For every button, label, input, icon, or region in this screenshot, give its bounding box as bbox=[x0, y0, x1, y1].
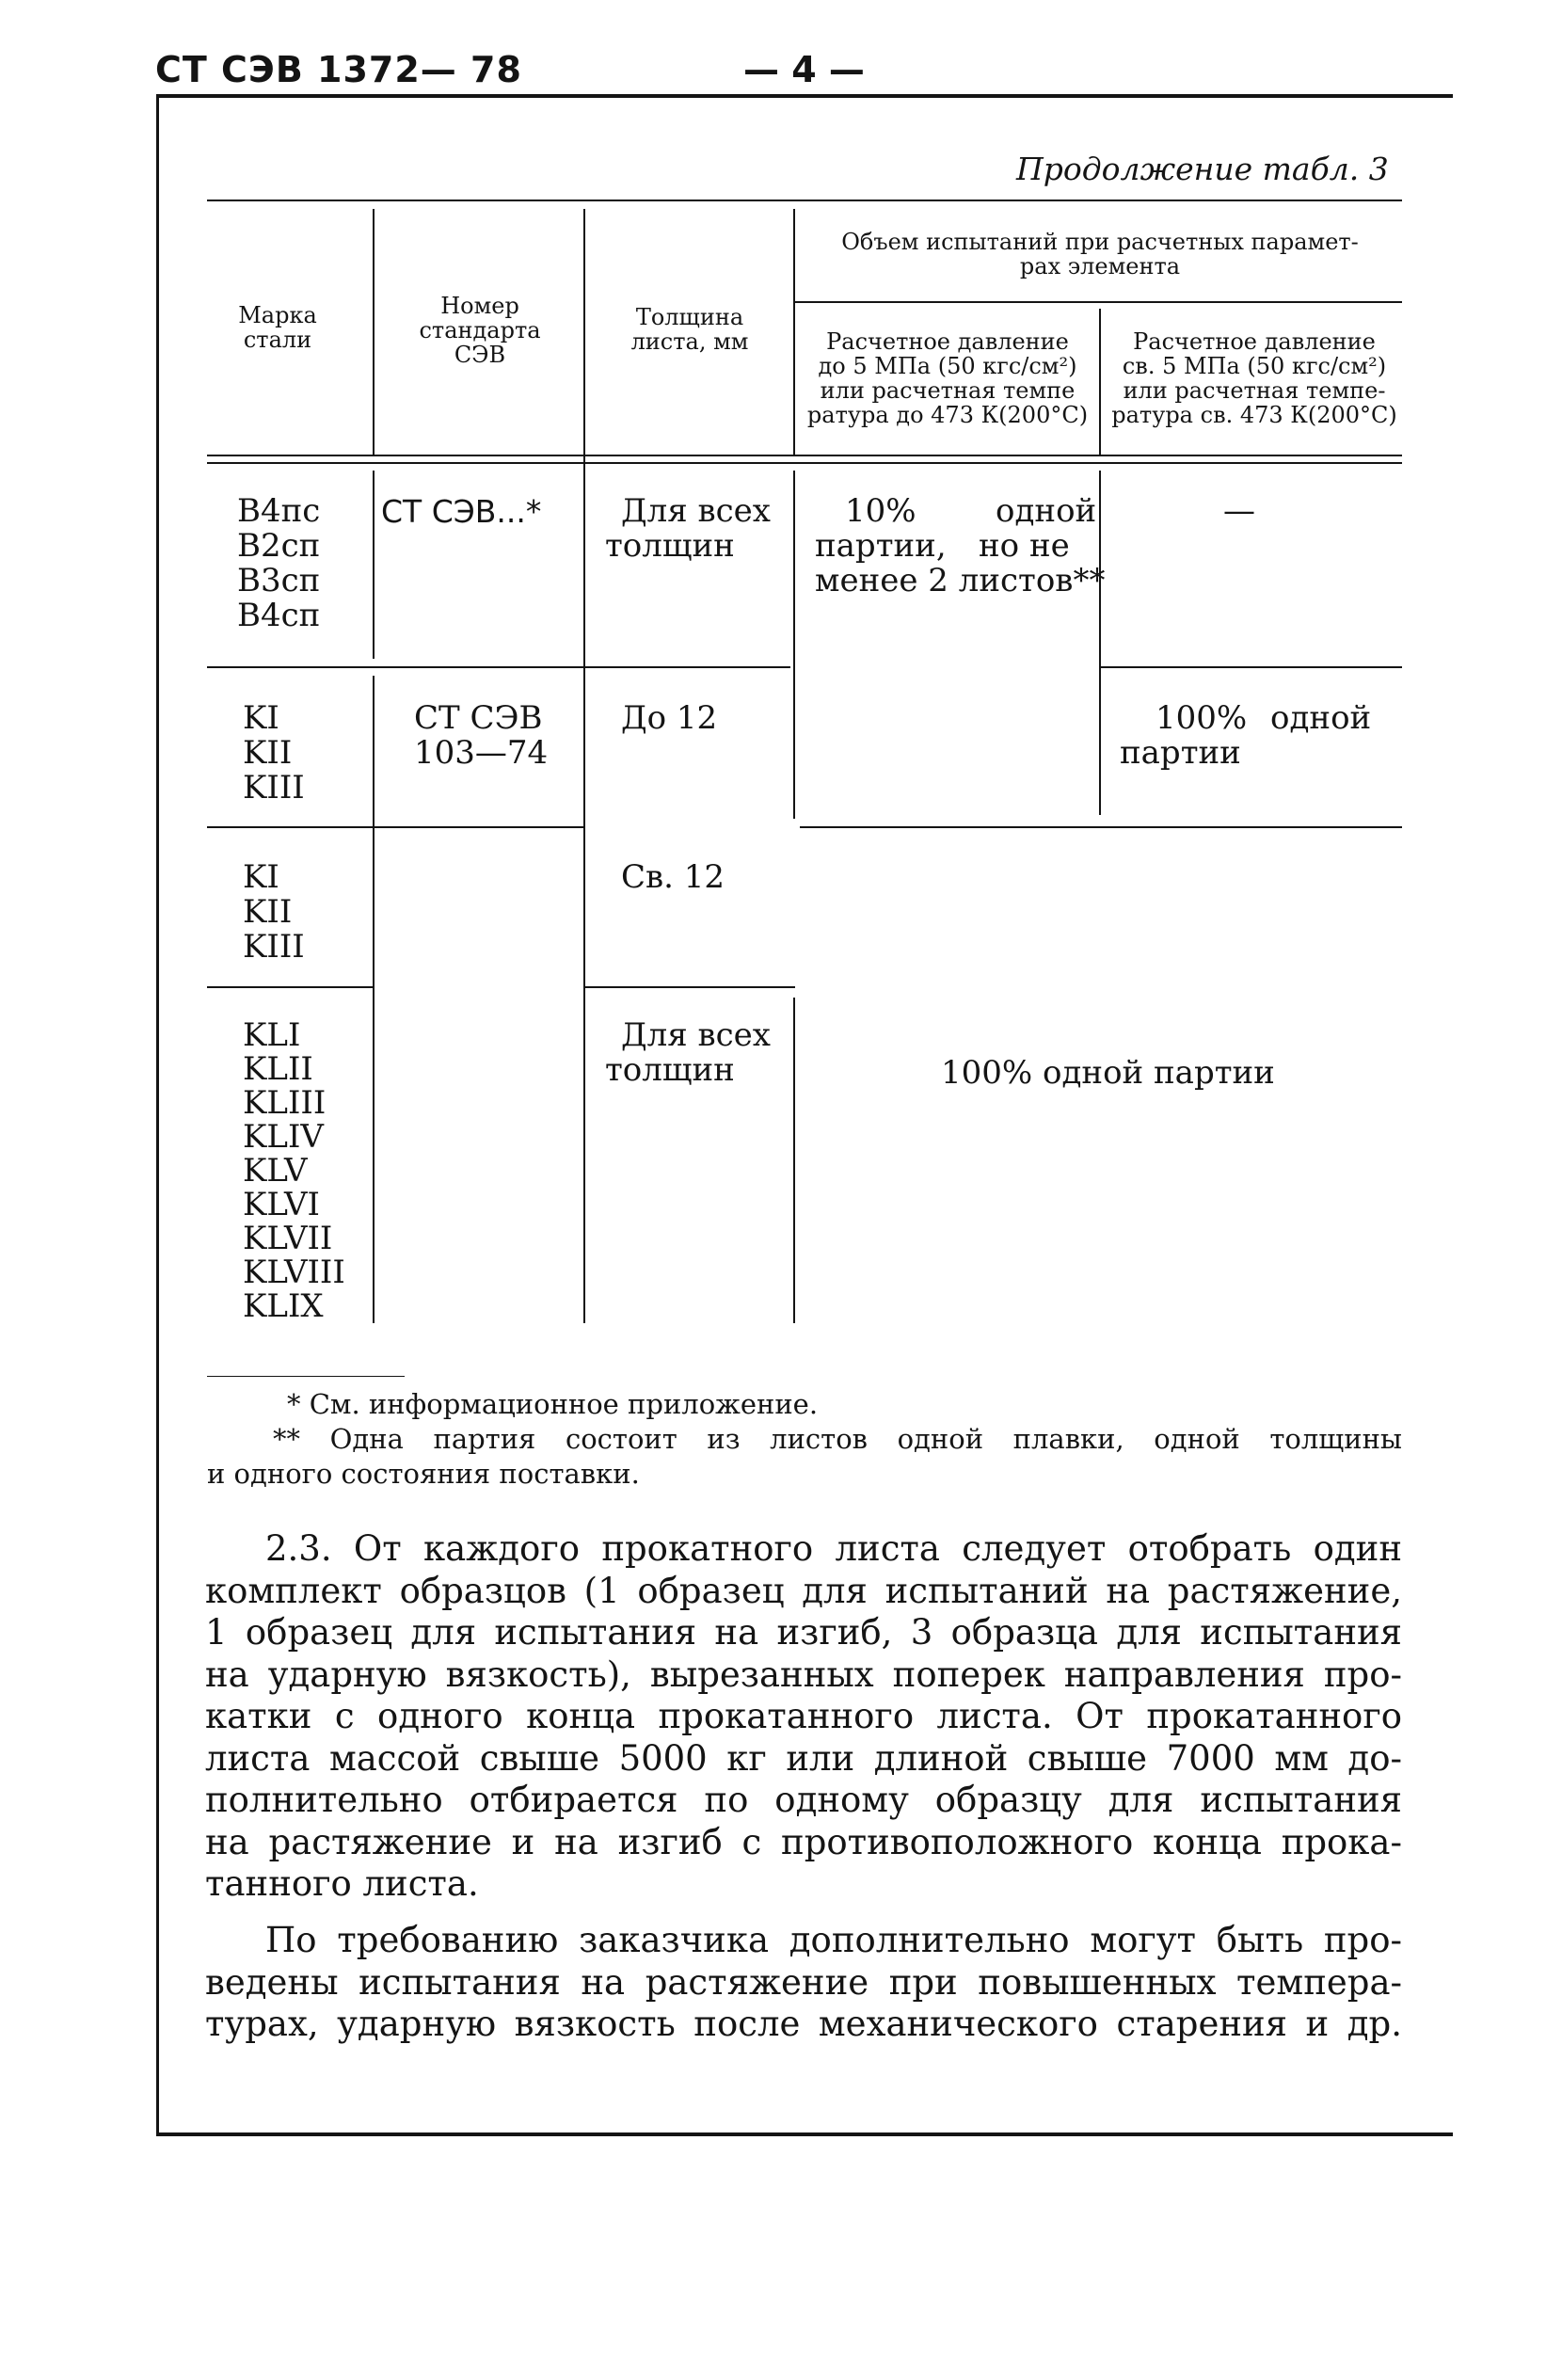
paragraph-2-3 bbox=[205, 1528, 1402, 1906]
col-sep-1-g1 bbox=[373, 471, 375, 659]
col-sep-3-low bbox=[793, 998, 795, 1323]
subheader-rule bbox=[795, 301, 1402, 303]
g1-grade-3: В3сп bbox=[237, 562, 321, 599]
g2-grade-3: KIII bbox=[243, 769, 305, 807]
footnote-2-line-2: и одного состояния поставки. bbox=[207, 1458, 640, 1490]
g2-scope-high-1b: одной bbox=[1270, 699, 1372, 737]
g1-thickness-line-2: толщин bbox=[605, 527, 735, 565]
footnote-rule bbox=[207, 1376, 405, 1377]
row-rule-g3-thick bbox=[583, 986, 795, 988]
subheader-high-line-3: или расчетная темпе- bbox=[1123, 377, 1386, 404]
col-sep-3-top bbox=[793, 209, 795, 455]
g1-grade-1: В4пс bbox=[237, 492, 321, 530]
g1-scope-low-1a: 10% bbox=[845, 492, 916, 530]
standard-number: СТ СЭВ 1372— 78 bbox=[155, 49, 522, 90]
row-rule-g2-right bbox=[800, 826, 1402, 828]
subheader-low-line-2: до 5 МПа (50 кгс/см²) bbox=[818, 353, 1077, 379]
p1-line-9: танного листа. bbox=[205, 1863, 479, 1904]
p2-line-1: По требованию заказчика дополнительно могут быть про- bbox=[265, 1920, 1402, 1960]
g4-grade-3: KLIII bbox=[243, 1084, 327, 1122]
g2-scope-high-1a: 100% bbox=[1156, 699, 1248, 737]
header-std-line-2: стандарта bbox=[419, 317, 541, 343]
p1-line-5: катки с одного конца прокатанного листа. От прокатанного bbox=[205, 1696, 1402, 1736]
subheader-low-line-3: или расчетная темпе bbox=[820, 377, 1076, 404]
g1-scope-low-3: менее 2 листов** bbox=[815, 562, 1106, 599]
g2-grade-1: KI bbox=[243, 699, 279, 737]
g2-thickness: До 12 bbox=[621, 699, 718, 737]
header-thickness-line-1: Толщина bbox=[635, 304, 744, 330]
header-scope-line-1: Объем испытаний при расчетных парамет- bbox=[841, 229, 1359, 255]
row-rule-g1-left bbox=[207, 666, 790, 668]
p1-line-3: 1 образец для испытания на изгиб, 3 образца для испытания bbox=[205, 1612, 1402, 1653]
subheader-low-line-4: ратура до 473 К(200°С) bbox=[806, 402, 1089, 428]
col-sep-1-rest bbox=[373, 676, 375, 1323]
subheader-high-line-2: св. 5 МПа (50 кгс/см²) bbox=[1122, 353, 1387, 379]
g2-standard-line-1: СТ СЭВ bbox=[414, 699, 543, 737]
g4-grade-8: KLVIII bbox=[243, 1254, 345, 1291]
header-double-rule-2 bbox=[207, 462, 1402, 464]
p1-line-7: полнительно отбирается по одному образцу для испытания bbox=[205, 1780, 1402, 1820]
g4-grade-9: KLIX bbox=[243, 1287, 324, 1325]
g4-grade-1: KLI bbox=[243, 1016, 301, 1054]
footnote-2-line-1: ** Одна партия состоит из листов одной плавки, одной толщины bbox=[273, 1423, 1402, 1455]
g3-grade-1: KI bbox=[243, 858, 279, 896]
g4-thickness-line-1: Для всех bbox=[621, 1016, 771, 1054]
p1-line-8: на растяжение и на изгиб с противоположного конца прока- bbox=[205, 1821, 1402, 1862]
g1-scope-low-2b: но не bbox=[979, 527, 1070, 565]
col-sep-1-top bbox=[373, 209, 375, 455]
g4-grade-7: KLVII bbox=[243, 1220, 333, 1257]
subheader-high-line-1: Расчетное давление bbox=[1133, 328, 1376, 355]
col-sep-4-body bbox=[1099, 471, 1101, 815]
g2-scope-high-2: партии bbox=[1120, 734, 1241, 772]
p2-line-2: ведены испытания на растяжение при повышенных темпера- bbox=[205, 1961, 1402, 2003]
p2-line-3: турах, ударную вязкость после механического старения и др. bbox=[205, 2004, 1402, 2044]
p1-line-4: на ударную вязкость), вырезанных поперек направления про- bbox=[205, 1653, 1402, 1695]
paragraph-customer bbox=[205, 1920, 1402, 2046]
g4-grade-4: KLIV bbox=[243, 1118, 324, 1156]
g4-grade-2: KLII bbox=[243, 1050, 313, 1088]
g1-grade-4: В4сп bbox=[237, 597, 321, 634]
g1-scope-low-2a: партии, bbox=[815, 527, 947, 565]
g2-standard-line-2: 103—74 bbox=[414, 734, 549, 772]
header-steel-grade: Марка стали bbox=[238, 302, 317, 353]
g3-grade-2: KII bbox=[243, 893, 293, 931]
header-double-rule-1 bbox=[207, 455, 1402, 456]
header-thickness-line-2: листа, мм bbox=[630, 328, 749, 355]
header-std-line-3: СЭВ bbox=[454, 342, 506, 368]
g2-grade-2: KII bbox=[243, 734, 293, 772]
g1-scope-low-1b: одной bbox=[996, 492, 1097, 530]
g4-thickness-line-2: толщин bbox=[605, 1051, 735, 1089]
p1-line-2: комплект образцов (1 образец для испытаний на растяжение, bbox=[205, 1570, 1402, 1611]
p1-line-1: 2.3. От каждого прокатного листа следует отобрать один bbox=[265, 1528, 1402, 1569]
col-sep-4-head bbox=[1099, 309, 1101, 455]
table-continuation-caption: Продолжение табл. 3 bbox=[1016, 151, 1389, 187]
g3-thickness: Св. 12 bbox=[621, 858, 725, 896]
col-sep-2 bbox=[583, 209, 585, 1323]
header-std-line-1: Номер bbox=[440, 293, 519, 319]
row-rule-g1-right bbox=[1099, 666, 1402, 668]
subheader-low-line-1: Расчетное давление bbox=[826, 328, 1069, 355]
row-rule-g2-left bbox=[207, 826, 583, 828]
footnote-1: * См. информационное приложение. bbox=[287, 1388, 819, 1420]
p1-line-6: листа массой свыше 5000 кг или длиной свыше 7000 мм до- bbox=[205, 1737, 1402, 1779]
g1-standard: СТ СЭВ...* bbox=[381, 493, 542, 530]
g4-grade-5: KLV bbox=[243, 1152, 308, 1190]
g1-scope-high: — bbox=[1223, 492, 1255, 530]
row-rule-g3 bbox=[207, 986, 373, 988]
header-scope-line-2: рах элемента bbox=[1019, 253, 1181, 280]
page-number: — 4 — bbox=[743, 49, 865, 90]
table-top-rule bbox=[207, 200, 1402, 201]
g1-grade-2: В2сп bbox=[237, 527, 321, 565]
col-sep-3-mid bbox=[793, 471, 795, 819]
g1-thickness-line-1: Для всех bbox=[621, 492, 771, 530]
g3-g4-scope-merged: 100% одной партии bbox=[941, 1054, 1275, 1092]
g3-grade-3: KIII bbox=[243, 928, 305, 966]
subheader-high-line-4: ратура св. 473 К(200°С) bbox=[1111, 402, 1397, 428]
g4-grade-6: KLVI bbox=[243, 1186, 320, 1223]
